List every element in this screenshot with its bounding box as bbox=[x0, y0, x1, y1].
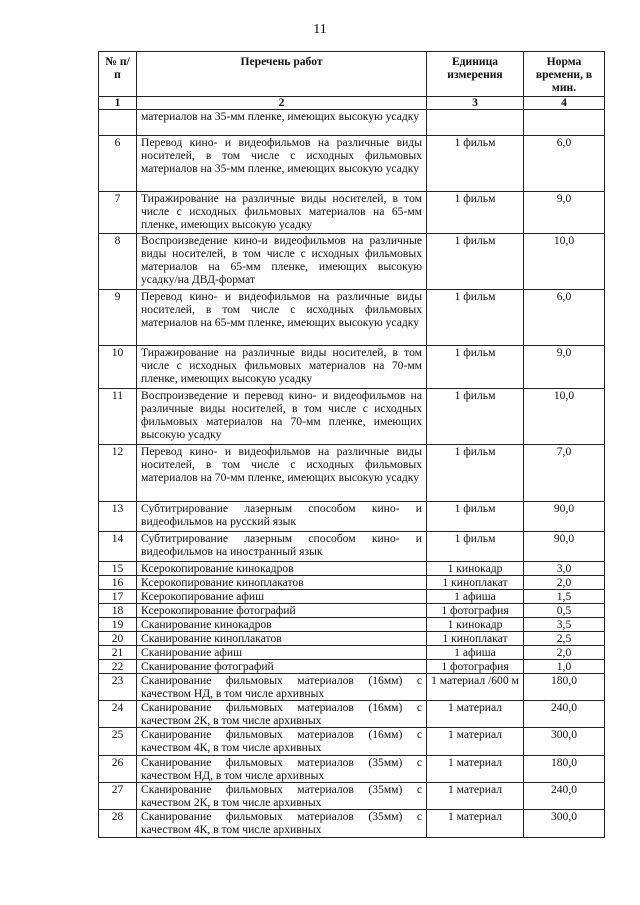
table-row bbox=[99, 445, 605, 502]
table-row bbox=[99, 502, 605, 532]
table-row bbox=[99, 810, 605, 838]
table-header bbox=[99, 52, 605, 110]
table-row bbox=[99, 783, 605, 810]
work-description: Перевод кино- и видеофильмов на различные виды носителей, в том числе с исходных фильмовых материалов на 65-мм пленке, имеющих высокую усадку bbox=[137, 290, 427, 346]
work-description: Сканирование фильмовых материалов (35мм) с качеством 2К, в том числе архивных bbox=[137, 783, 427, 810]
row-number: 7 bbox=[99, 192, 137, 234]
row-number: 20 bbox=[99, 632, 137, 646]
row-number: 22 bbox=[99, 660, 137, 674]
time-norm: 3,0 bbox=[524, 562, 605, 576]
page-number: 11 bbox=[313, 22, 327, 37]
unit-of-measure: 1 фотография bbox=[427, 604, 524, 618]
time-norm: 9,0 bbox=[524, 346, 605, 389]
work-description: Воспроизведение и перевод кино- и видеофильмов на различные виды носителей, в том числе с исходных фильмовых материалов на 70-мм пленке, имеющих высокую усадку bbox=[137, 389, 427, 445]
unit-of-measure: 1 кинокадр bbox=[427, 618, 524, 632]
row-number: 15 bbox=[99, 562, 137, 576]
row-number: 25 bbox=[99, 728, 137, 756]
table-row bbox=[99, 632, 605, 646]
table-row bbox=[99, 136, 605, 192]
table-row bbox=[99, 618, 605, 632]
time-norm: 1,5 bbox=[524, 590, 605, 604]
work-description: Сканирование фильмовых материалов (16мм) с качеством 4К, в том числе архивных bbox=[137, 728, 427, 756]
unit-of-measure: 1 фильм bbox=[427, 502, 524, 532]
table-row bbox=[99, 728, 605, 756]
header-num: № п/п bbox=[99, 52, 137, 97]
row-number: 14 bbox=[99, 532, 137, 562]
work-description: Сканирование фотографий bbox=[137, 660, 427, 674]
unit-of-measure: 1 фильм bbox=[427, 290, 524, 346]
row-number: 10 bbox=[99, 346, 137, 389]
table-body bbox=[99, 110, 605, 838]
unit-of-measure: 1 фильм bbox=[427, 389, 524, 445]
work-description: Тиражирование на различные виды носителей, в том числе с исходных фильмовых материалов на 65-мм пленке, имеющих высокую усадку bbox=[137, 192, 427, 234]
header-norm: Норма времени, в мин. bbox=[524, 52, 605, 97]
unit-of-measure: 1 киноплакат bbox=[427, 576, 524, 590]
table-row bbox=[99, 674, 605, 701]
table-row bbox=[99, 389, 605, 445]
works-norms-table bbox=[98, 51, 605, 838]
time-norm: 2,5 bbox=[524, 632, 605, 646]
work-description: Ксерокопирование афиш bbox=[137, 590, 427, 604]
table-row bbox=[99, 701, 605, 728]
table-row bbox=[99, 234, 605, 290]
column-number: 1 bbox=[99, 97, 137, 110]
time-norm: 2,0 bbox=[524, 646, 605, 660]
column-number: 3 bbox=[427, 97, 524, 110]
table-row bbox=[99, 756, 605, 783]
header-row bbox=[99, 52, 605, 97]
row-number: 26 bbox=[99, 756, 137, 783]
row-number: 19 bbox=[99, 618, 137, 632]
work-description: Сканирование фильмовых материалов (35мм) с качеством НД, в том числе архивных bbox=[137, 756, 427, 783]
unit-of-measure: 1 фотография bbox=[427, 660, 524, 674]
unit-of-measure: 1 киноплакат bbox=[427, 632, 524, 646]
table-row bbox=[99, 110, 605, 136]
unit-of-measure: 1 материал bbox=[427, 810, 524, 838]
row-number: 24 bbox=[99, 701, 137, 728]
work-description: Перевод кино- и видеофильмов на различные виды носителей, в том числе с исходных фильмовых материалов на 70-мм пленке, имеющих высокую усадку bbox=[137, 445, 427, 502]
time-norm: 300,0 bbox=[524, 728, 605, 756]
row-number: 16 bbox=[99, 576, 137, 590]
work-description: Сканирование фильмовых материалов (16мм) с качеством 2К, в том числе архивных bbox=[137, 701, 427, 728]
row-number: 21 bbox=[99, 646, 137, 660]
work-description: Перевод кино- и видеофильмов на различные виды носителей, в том числе с исходных фильмовых материалов на 35-мм пленке, имеющих высокую усадку bbox=[137, 136, 427, 192]
time-norm: 0,5 bbox=[524, 604, 605, 618]
time-norm: 240,0 bbox=[524, 701, 605, 728]
header-unit: Единица измерения bbox=[427, 52, 524, 97]
unit-of-measure: 1 материал bbox=[427, 701, 524, 728]
unit-of-measure: 1 афиша bbox=[427, 646, 524, 660]
row-number: 8 bbox=[99, 234, 137, 290]
table-row bbox=[99, 646, 605, 660]
unit-of-measure: 1 материал bbox=[427, 728, 524, 756]
time-norm: 6,0 bbox=[524, 290, 605, 346]
work-description: Сканирование фильмовых материалов (16мм) с качеством НД, в том числе архивных bbox=[137, 674, 427, 701]
unit-of-measure: 1 фильм bbox=[427, 192, 524, 234]
time-norm bbox=[524, 110, 605, 136]
row-number: 11 bbox=[99, 389, 137, 445]
table-row bbox=[99, 290, 605, 346]
table-row bbox=[99, 590, 605, 604]
row-number: 17 bbox=[99, 590, 137, 604]
row-number: 27 bbox=[99, 783, 137, 810]
time-norm: 180,0 bbox=[524, 674, 605, 701]
row-number: 28 bbox=[99, 810, 137, 838]
time-norm: 2,0 bbox=[524, 576, 605, 590]
time-norm: 180,0 bbox=[524, 756, 605, 783]
table-row bbox=[99, 576, 605, 590]
unit-of-measure: 1 материал bbox=[427, 783, 524, 810]
work-description: Ксерокопирование киноплакатов bbox=[137, 576, 427, 590]
work-description: Сканирование кинокадров bbox=[137, 618, 427, 632]
time-norm: 90,0 bbox=[524, 502, 605, 532]
table-row bbox=[99, 346, 605, 389]
table-row bbox=[99, 604, 605, 618]
column-numbers-row bbox=[99, 97, 605, 110]
work-description: Субтитрирование лазерным способом кино- и видеофильмов на русский язык bbox=[137, 502, 427, 532]
unit-of-measure: 1 афиша bbox=[427, 590, 524, 604]
unit-of-measure: 1 фильм bbox=[427, 136, 524, 192]
table-row bbox=[99, 562, 605, 576]
time-norm: 300,0 bbox=[524, 810, 605, 838]
unit-of-measure: 1 фильм bbox=[427, 346, 524, 389]
work-description: Тиражирование на различные виды носителей, в том числе с исходных фильмовых материалов на 70-мм пленке, имеющих высокую усадку bbox=[137, 346, 427, 389]
table-row bbox=[99, 192, 605, 234]
time-norm: 6,0 bbox=[524, 136, 605, 192]
work-description: Ксерокопирование фотографий bbox=[137, 604, 427, 618]
header-desc: Перечень работ bbox=[137, 52, 427, 97]
unit-of-measure bbox=[427, 110, 524, 136]
work-description: Сканирование афиш bbox=[137, 646, 427, 660]
row-number bbox=[99, 110, 137, 136]
work-description: Субтитрирование лазерным способом кино- и видеофильмов на иностранный язык bbox=[137, 532, 427, 562]
column-number: 4 bbox=[524, 97, 605, 110]
work-description: Воспроизведение кино-и видеофильмов на различные виды носителей, в том числе с исходных фильмовых материалов на 65-мм пленке, имеющих высокую усадку/на ДВД-формат bbox=[137, 234, 427, 290]
table-row bbox=[99, 532, 605, 562]
column-number: 2 bbox=[137, 97, 427, 110]
work-description: Сканирование киноплакатов bbox=[137, 632, 427, 646]
row-number: 6 bbox=[99, 136, 137, 192]
row-number: 9 bbox=[99, 290, 137, 346]
work-description: Сканирование фильмовых материалов (35мм) с качеством 4К, в том числе архивных bbox=[137, 810, 427, 838]
table-row bbox=[99, 660, 605, 674]
unit-of-measure: 1 материал /600 м bbox=[427, 674, 524, 701]
unit-of-measure: 1 фильм bbox=[427, 445, 524, 502]
time-norm: 240,0 bbox=[524, 783, 605, 810]
unit-of-measure: 1 материал bbox=[427, 756, 524, 783]
work-description: материалов на 35-мм пленке, имеющих высокую усадку bbox=[137, 110, 427, 136]
time-norm: 9,0 bbox=[524, 192, 605, 234]
time-norm: 90,0 bbox=[524, 532, 605, 562]
unit-of-measure: 1 фильм bbox=[427, 532, 524, 562]
time-norm: 1,0 bbox=[524, 660, 605, 674]
row-number: 13 bbox=[99, 502, 137, 532]
row-number: 23 bbox=[99, 674, 137, 701]
unit-of-measure: 1 кинокадр bbox=[427, 562, 524, 576]
unit-of-measure: 1 фильм bbox=[427, 234, 524, 290]
time-norm: 10,0 bbox=[524, 389, 605, 445]
time-norm: 10,0 bbox=[524, 234, 605, 290]
row-number: 18 bbox=[99, 604, 137, 618]
time-norm: 7,0 bbox=[524, 445, 605, 502]
work-description: Ксерокопирование кинокадров bbox=[137, 562, 427, 576]
time-norm: 3,5 bbox=[524, 618, 605, 632]
row-number: 12 bbox=[99, 445, 137, 502]
